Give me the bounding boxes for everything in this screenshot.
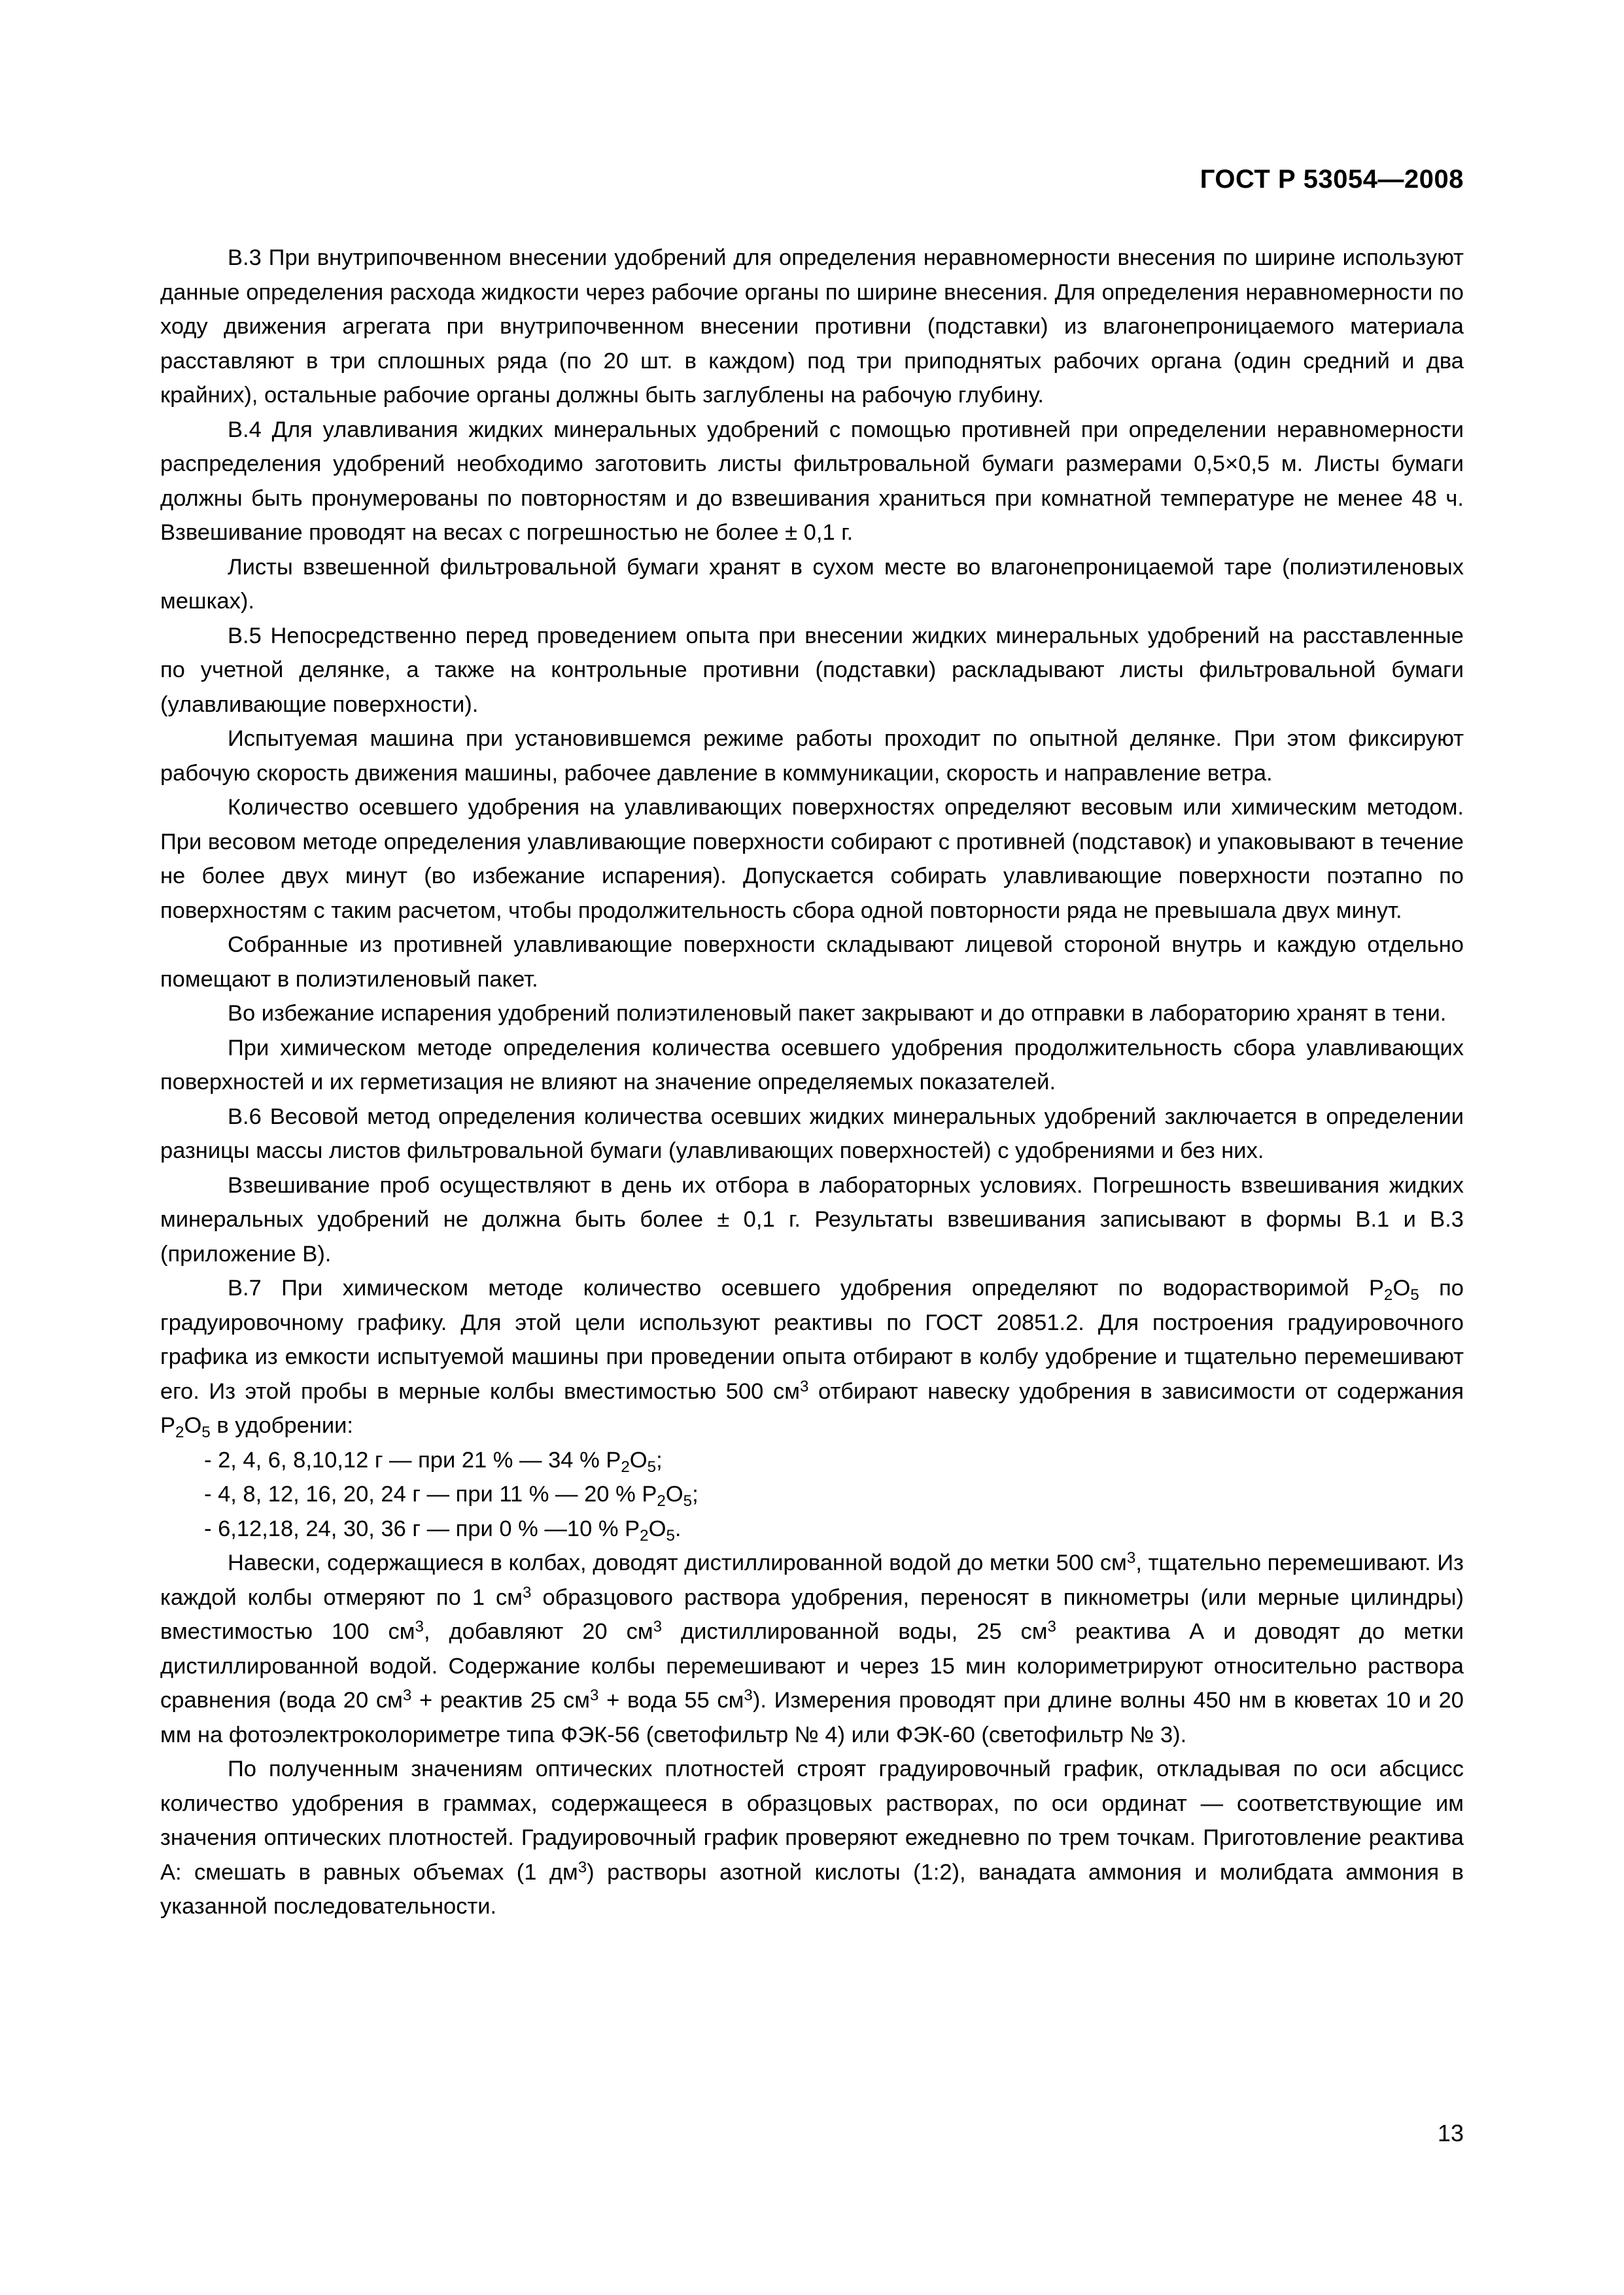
text: в удобрении: <box>210 1413 353 1438</box>
subscript: 2 <box>657 1492 666 1511</box>
paragraph-b6-weighing: Взвешивание проб осуществляют в день их отбора в лабораторных условиях. Погрешность взвешивания жидких минеральных удобрений не должна быть более ± 0,1 г. Результаты взвешивания записывают в формы В.1 и В.3 (приложение В). <box>160 1172 1464 1267</box>
list-item <box>160 1477 1464 1512</box>
subscript: 2 <box>1384 1286 1393 1305</box>
superscript: 3 <box>1047 1618 1056 1636</box>
paragraph-b5-chemical: При химическом методе определения количества осевшего удобрения продолжительность сбора улавливающих поверхностей и их герметизация не влияют на значение определяемых показателей. <box>160 1035 1464 1095</box>
subscript: 5 <box>683 1492 693 1511</box>
text: По полученным значениям оптических плотностей строят градуировочный график, откладывая по оси абсцисс количество удобрения в граммах, содержащееся в образцовых растворах, по оси ординат — соответствующие им значения оптических плотностей. Градуировочный график проверяют ежедневно по трем точкам. Приготовление реактива А: смешать в равных объемах (1 дм <box>160 1757 1464 1885</box>
subscript: 2 <box>175 1424 184 1442</box>
text: , добавляют 20 см <box>423 1619 653 1644</box>
paragraph-graph <box>160 1752 1464 1924</box>
superscript: 3 <box>578 1858 587 1876</box>
paragraph-b3: В.3 При внутрипочвенном внесении удобрений для определения неравномерности внесения по ширине используют данные определения расхода жидкости через рабочие органы по ширине внесения. Для определения неравномерности по ходу движения агрегата при внутрипочвенном внесении противни (подставки) из влагонепроницаемого материала расставляют в три сплошных ряда (по 20 шт. в каждом) под три приподнятых рабочих органа (один средний и два крайних), остальные рабочие органы должны быть заглублены на рабочую глубину. <box>160 245 1464 408</box>
text: ). Измерения проводят при длине волны 450 нм в кюветах 10 и 20 мм на фотоэлектроколориметре типа ФЭК-56 (светофильтр № 4) или ФЭК-60 (светофильтр № 3). <box>160 1688 1464 1747</box>
text: О <box>1392 1276 1411 1301</box>
text: О <box>648 1516 666 1541</box>
subscript: 5 <box>647 1458 657 1476</box>
text: по градуировочному графику. Для этой цели используют реактивы по ГОСТ 20851.2. Для построения градуировочного графика из емкости испытуемой машины при проведении опыта отбирают в колбу удобрение и тщательно перемешивают его. Из этой пробы в мерные колбы вместимостью 500 см <box>160 1276 1464 1404</box>
text: В.7 При химическом методе количество осевшего удобрения определяют по водорастворимой Р <box>228 1276 1385 1301</box>
document-body <box>160 241 1464 1924</box>
text: + реактив 25 см <box>411 1688 590 1713</box>
superscript: 3 <box>402 1687 412 1705</box>
subscript: 2 <box>621 1458 630 1476</box>
text: ; <box>692 1482 699 1507</box>
subscript: 5 <box>201 1424 211 1442</box>
paragraph-b5: В.5 Непосредственно перед проведением опыта при внесении жидких минеральных удобрений на расставленные по учетной делянке, а также на контрольные противни (подставки) раскладывают листы фильтровальной бумаги (улавливающие поверхности). <box>160 623 1464 717</box>
text: О <box>184 1413 202 1438</box>
subscript: 5 <box>1410 1286 1419 1305</box>
text: - 6,12,18, 24, 30, 36 г — при 0 % —10 % Р <box>204 1516 640 1541</box>
text: . <box>674 1516 682 1541</box>
page-number: 13 <box>1437 2120 1464 2146</box>
paragraph-b5-machine: Испытуемая машина при установившемся режиме работы проходит по опытной делянке. При этом фиксируют рабочую скорость движения машины, рабочее давление в коммуникации, скорость и направление ветра. <box>160 726 1464 786</box>
text: , тщательно перемешивают. Из каждой колбы отмеряют по 1 см <box>160 1550 1464 1610</box>
text: дистиллированной воды, 25 см <box>662 1619 1048 1644</box>
text: - 4, 8, 12, 16, 20, 24 г — при 11 % — 20 % Р <box>204 1482 657 1507</box>
text: Навески, содержащиеся в колбах, доводят дистиллированной водой до метки 500 см <box>228 1550 1127 1575</box>
text: реактива А и доводят до метки дистиллированной водой. Содержание колбы перемешивают и через 15 мин колориметрируют относительно раствора сравнения (вода 20 см <box>160 1619 1464 1713</box>
paragraph-b7 <box>160 1271 1464 1443</box>
paragraph-b5-amount: Количество осевшего удобрения на улавливающих поверхностях определяют весовым или химическим методом. При весовом методе определения улавливающие поверхности собирают с противней (подставок) и упаковывают в течение не более двух минут (во избежание испарения). Допускается собирать улавливающие поверхности поэтапно по поверхностям с таким расчетом, чтобы продолжительность сбора одной повторности ряда не превышала двух минут. <box>160 795 1464 923</box>
superscript: 3 <box>415 1618 424 1636</box>
text: О <box>629 1447 648 1473</box>
text: ) растворы азотной кислоты (1:2), ванадата аммония и молибдата аммония в указанной последовательности. <box>160 1859 1464 1919</box>
document-header: ГОСТ Р 53054—2008 <box>1200 165 1464 194</box>
text: ; <box>656 1447 663 1473</box>
text: + вода 55 см <box>598 1688 744 1713</box>
text: - 2, 4, 6, 8,10,12 г — при 21 % — 34 % Р <box>204 1447 621 1473</box>
superscript: 3 <box>744 1687 753 1705</box>
subscript: 2 <box>640 1526 649 1545</box>
paragraph-b5-collected: Собранные из противней улавливающие поверхности складывают лицевой стороной внутрь и каждую отдельно помещают в полиэтиленовый пакет. <box>160 932 1464 992</box>
superscript: 3 <box>1126 1549 1136 1568</box>
paragraph-b5-evaporation: Во избежание испарения удобрений полиэтиленовый пакет закрывают и до отправки в лабораторию хранят в тени. <box>228 1001 1447 1026</box>
paragraph-navesk <box>160 1546 1464 1752</box>
superscript: 3 <box>523 1583 532 1602</box>
superscript: 3 <box>799 1377 809 1395</box>
superscript: 3 <box>653 1618 663 1636</box>
subscript: 5 <box>666 1526 675 1545</box>
list-item <box>160 1512 1464 1547</box>
list-item <box>160 1443 1464 1478</box>
paragraph-b4-storage: Листы взвешенной фильтровальной бумаги хранят в сухом месте во влагонепроницаемой таре (полиэтиленовых мешках). <box>160 554 1464 614</box>
paragraph-b6: В.6 Весовой метод определения количества осевших жидких минеральных удобрений заключается в определении разницы массы листов фильтровальной бумаги (улавливающих поверхностей) с удобрениями и без них. <box>160 1104 1464 1163</box>
superscript: 3 <box>589 1687 599 1705</box>
text: О <box>665 1482 683 1507</box>
text: отбирают навеску удобрения в зависимости от содержания Р <box>160 1378 1464 1438</box>
paragraph-b4: В.4 Для улавливания жидких минеральных удобрений с помощью противней при определении неравномерности распределения удобрений необходимо заготовить листы фильтровальной бумаги размерами 0,5×0,5 м. Листы бумаги должны быть пронумерованы по повторностям и до взвешивания храниться при комнатной температуре не менее 48 ч. Взвешивание проводят на весах с погрешностью не более ± 0,1 г. <box>160 417 1464 545</box>
text: образцового раствора удобрения, переносят в пикнометры (или мерные цилиндры) вместимостью 100 см <box>160 1585 1464 1644</box>
